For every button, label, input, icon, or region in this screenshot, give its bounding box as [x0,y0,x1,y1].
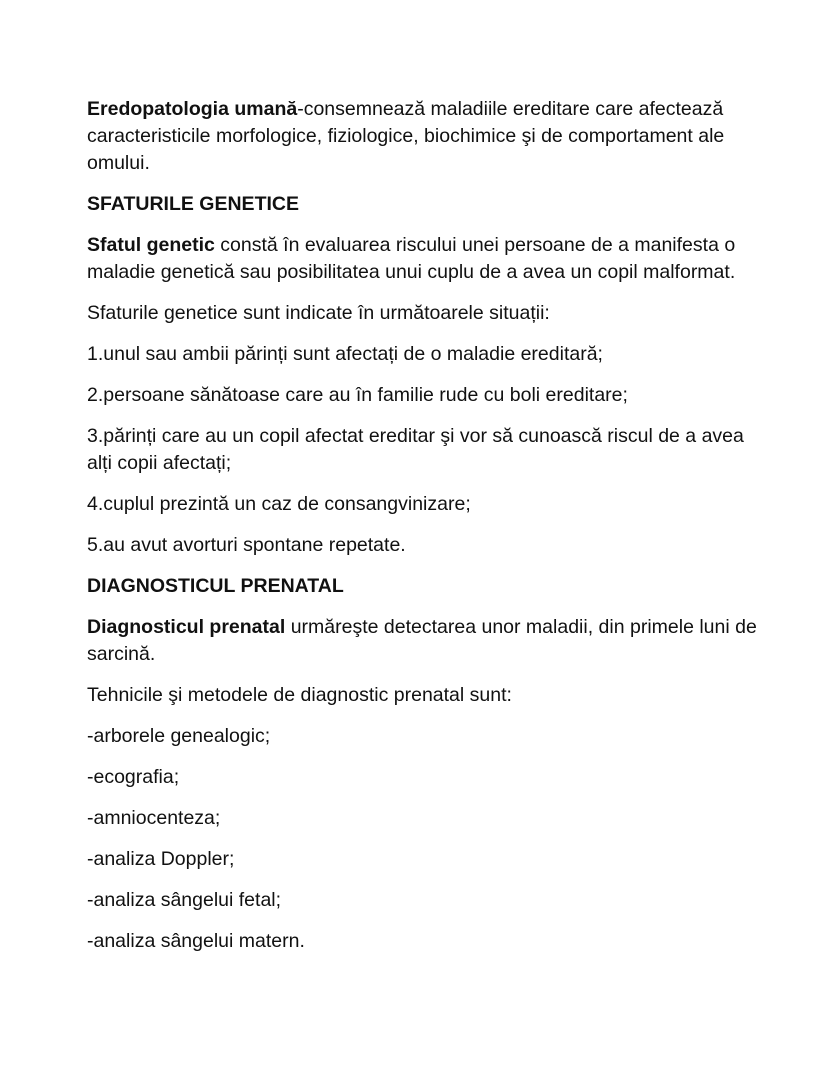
list-item: 2.persoane sănătoase care au în familie rude cu boli ereditare; [87,384,628,406]
section-heading-sfaturile: SFATURILE GENETICE [87,193,299,215]
list-item: -analiza sângelui fetal; [87,889,282,911]
list-item: 5.au avut avorturi spontane repetate. [87,534,406,556]
diag-definition-paragraph [87,614,757,668]
diag-list-intro: Tehnicile şi metodele de diagnostic prenatal sunt: [87,684,512,706]
intro-term: Eredopatologia umană [87,98,298,120]
sfat-definition-term: Sfatul genetic [87,234,215,256]
diag-definition-term: Diagnosticul prenatal [87,616,286,638]
sfat-list-intro: Sfaturile genetice sunt indicate în următoarele situații: [87,302,550,324]
document-page [87,96,757,955]
sfat-definition-text: constă în evaluarea riscului unei persoane de a manifesta o maladie genetică sau posibilitatea unui cuplu de a avea un copil malformat. [87,234,736,283]
intro-paragraph [87,96,757,177]
list-item: 4.cuplul prezintă un caz de consangvinizare; [87,493,471,515]
diag-definition-text: urmăreşte detectarea unor maladii, din primele luni de sarcină. [87,616,757,665]
sfat-definition-paragraph [87,232,757,286]
list-item: -amniocenteza; [87,807,221,829]
list-item: 1.unul sau ambii părinți sunt afectați de o maladie ereditară; [87,343,603,365]
intro-text: -consemnează maladiile ereditare care afectează caracteristicile morfologice, fiziologice, biochimice şi de comportament ale omului. [87,98,725,174]
list-item: -analiza Doppler; [87,848,235,870]
section-heading-diagnosticul: DIAGNOSTICUL PRENATAL [87,575,344,597]
list-item: -analiza sângelui matern. [87,930,305,952]
list-item: -arborele genealogic; [87,725,271,747]
list-item: 3.părinți care au un copil afectat ereditar şi vor să cunoască riscul de a avea alți copii afectați; [87,425,744,474]
list-item: -ecografia; [87,766,180,788]
